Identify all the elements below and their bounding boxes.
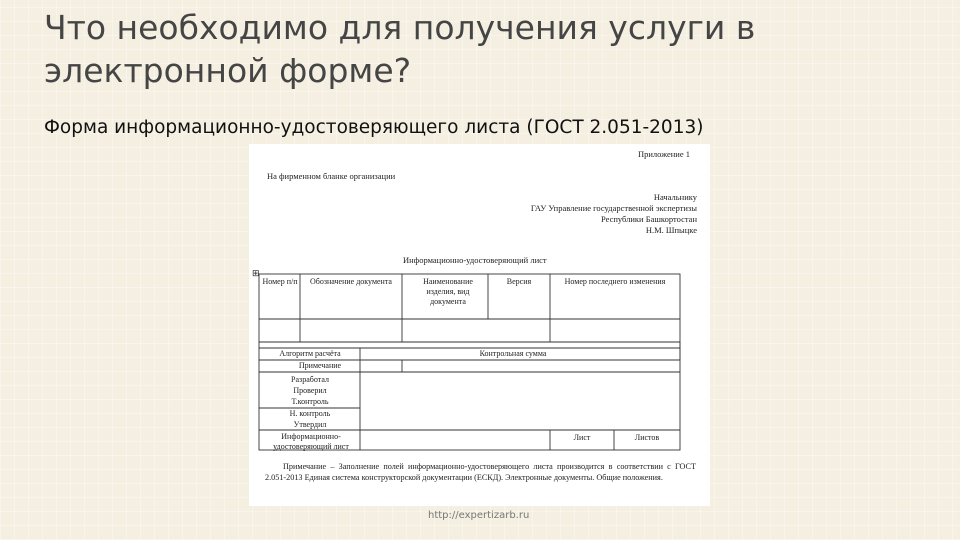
sheet-title: Информационно-удостоверяющий лист bbox=[403, 255, 547, 265]
document-image bbox=[249, 144, 710, 506]
note-label: Примечание bbox=[298, 361, 342, 370]
algorithm-label: Алгоритм расчёта bbox=[279, 349, 341, 358]
header-number: Номер п/п bbox=[262, 277, 298, 286]
slide-subtitle: Форма информационно-удостоверяющего листа (ГОСТ 2.051-2013) bbox=[44, 117, 704, 138]
addressee-line: Н.М. Шпыцке bbox=[645, 225, 697, 235]
sheet-label: Лист bbox=[573, 433, 591, 442]
header-name: Наименование изделия, вид документа bbox=[423, 277, 473, 306]
letterhead-label: На фирменном бланке организации bbox=[267, 171, 396, 181]
addressee-line: Республики Башкортостан bbox=[600, 214, 697, 224]
approved-label: Утвердил bbox=[293, 420, 327, 429]
footnote: Примечание – Заполнение полей информационно-удостоверяющего листа производится в соответствии с ГОСТ 2.051-2013 Единая система конструкторской документации (ЕСКД). Электронные документы. Общие положения. bbox=[265, 462, 696, 482]
source-url: http://expertizarb.ru bbox=[428, 510, 530, 521]
anchor-icon: ⊞ bbox=[252, 268, 260, 278]
checked-label: Проверил bbox=[293, 386, 327, 395]
sheets-label: Листов bbox=[634, 433, 660, 442]
addressee-line: ГАУ Управление государственной экспертизы bbox=[530, 203, 697, 213]
slide-title: Что необходимо для получения услуги в электронной форме? bbox=[44, 8, 756, 90]
addressee-line: Начальнику bbox=[653, 192, 697, 202]
norm-control-label: Н. контроль bbox=[289, 409, 331, 418]
header-version: Версия bbox=[506, 277, 532, 286]
header-last-change: Номер последнего изменения bbox=[564, 277, 666, 286]
header-designation: Обозначение документа bbox=[310, 277, 392, 286]
checksum-label: Контрольная сумма bbox=[479, 349, 547, 358]
info-sheet-label: Информационно-удостоверяющий лист bbox=[273, 432, 349, 451]
appendix-label: Приложение 1 bbox=[638, 149, 690, 159]
tech-control-label: Т.контроль bbox=[291, 397, 329, 406]
developed-label: Разработал bbox=[291, 375, 329, 384]
